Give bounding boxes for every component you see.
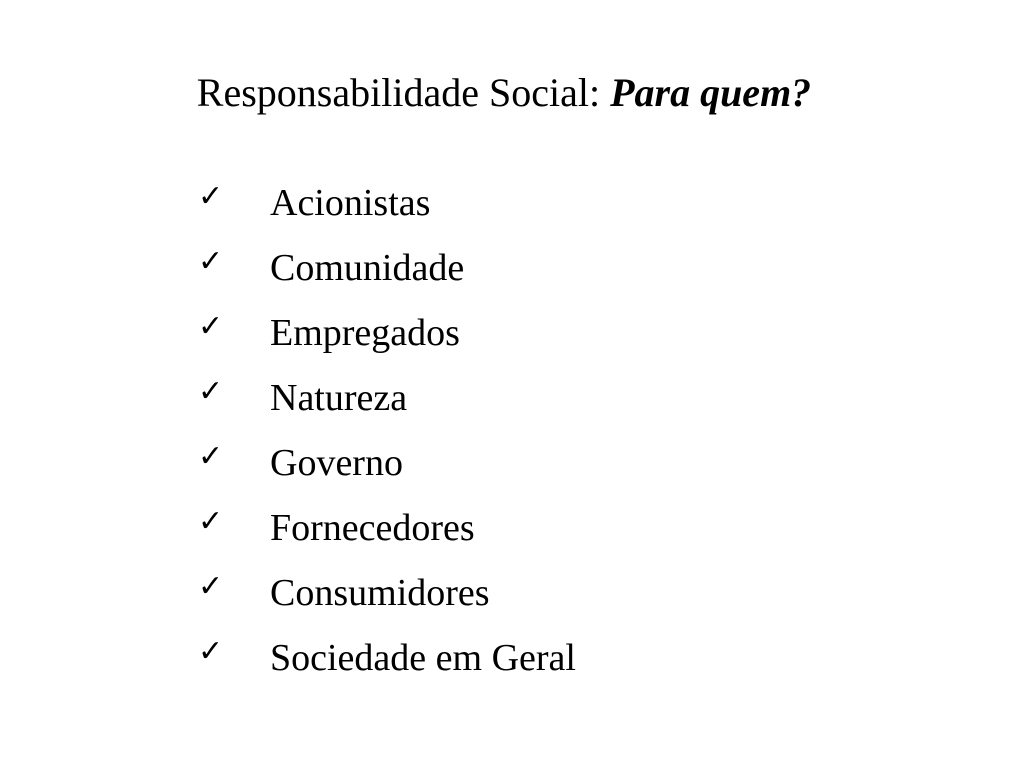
- list-item: [198, 300, 576, 365]
- list-item-label: Governo: [270, 441, 403, 484]
- list-item-label: Comunidade: [270, 246, 465, 289]
- list-item: [198, 170, 576, 235]
- list-item: [198, 625, 576, 690]
- title-text: Responsabilidade Social:: [196, 70, 601, 115]
- slide-title: [0, 66, 1008, 120]
- check-mark-icon: ✓: [198, 633, 224, 669]
- list-item: [198, 560, 576, 625]
- list-item: [198, 495, 576, 560]
- list-item-label: Sociedade em Geral: [270, 636, 576, 679]
- list-item: [198, 430, 576, 495]
- check-mark-icon: ✓: [198, 568, 224, 604]
- list-item-label: Fornecedores: [270, 506, 475, 549]
- title-emphasis: Para quem?: [610, 70, 812, 115]
- check-mark-icon: ✓: [198, 308, 224, 344]
- list-item-label: Empregados: [270, 311, 460, 354]
- check-mark-icon: ✓: [198, 373, 224, 409]
- list-item-label: Acionistas: [270, 181, 431, 224]
- list-item-label: Consumidores: [270, 571, 490, 614]
- check-mark-icon: ✓: [198, 243, 224, 279]
- bullet-list: [198, 170, 576, 690]
- list-item-label: Natureza: [270, 376, 408, 419]
- check-mark-icon: ✓: [198, 178, 224, 214]
- check-mark-icon: ✓: [198, 503, 224, 539]
- list-item: [198, 235, 576, 300]
- check-mark-icon: ✓: [198, 438, 224, 474]
- list-item: [198, 365, 576, 430]
